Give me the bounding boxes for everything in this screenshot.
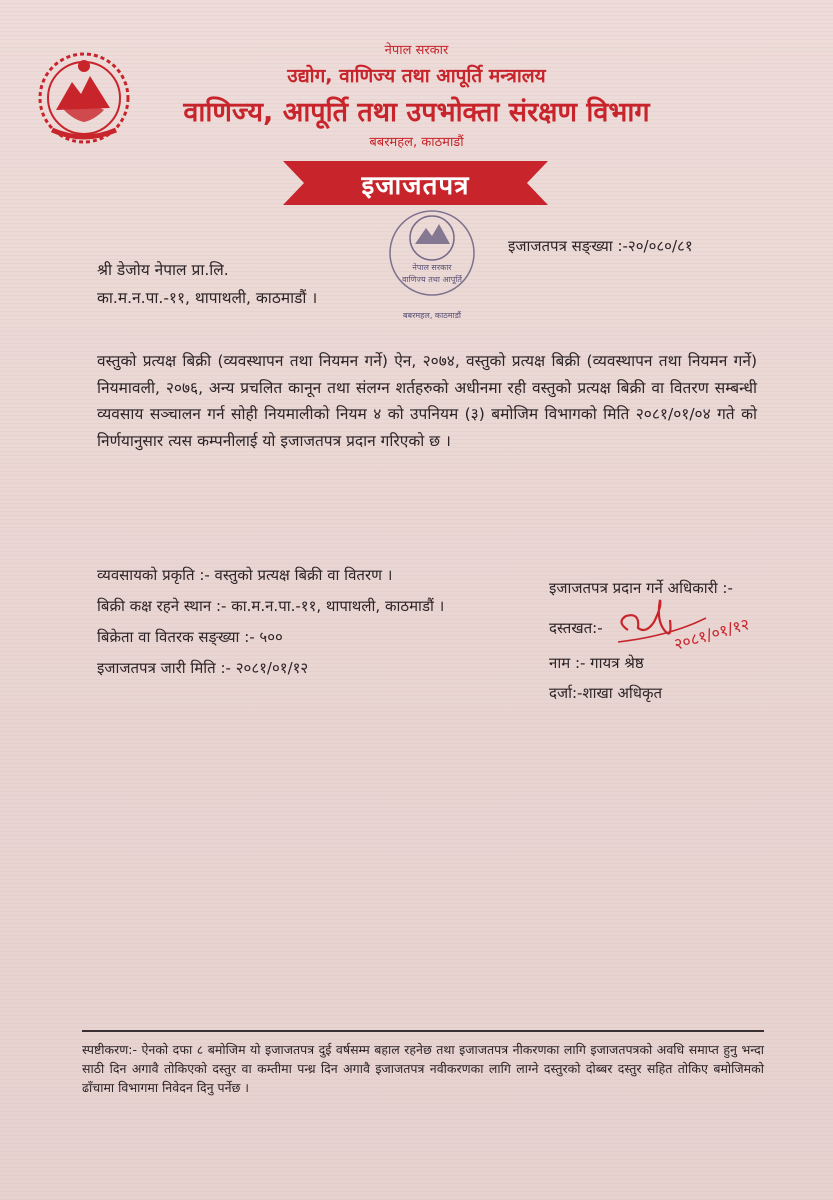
svg-text:नेपाल सरकार: नेपाल सरकार [412, 263, 452, 272]
license-details [97, 560, 444, 684]
department-address: बबरमहल, काठमाडौं [369, 135, 464, 150]
business-nature: व्यवसायको प्रकृति :- वस्तुको प्रत्यक्ष बिक्री वा वितरण । [97, 566, 393, 584]
official-seal-stamp [360, 208, 505, 328]
license-body-paragraph: वस्तुको प्रत्यक्ष बिक्री (व्यवस्थापन तथा नियमन गर्ने) ऐन, २०७४, वस्तुको प्रत्यक्ष बिक्री (व्यवस्थापन तथा नियमन गर्ने) नियमावली, २०७६, अन्य प्रचलित कानून तथा संलग्न शर्तहरुको अधीनमा रही वस्तुको प्रत्यक्ष बिक्री वा वितरण सम्बन्धी व्यवसाय सञ्चालन गर्न सोही नियमालीको नियम ४ को उपनियम (३) बमोजिम विभागको मिति २०८१/०१/०४ गते को निर्णयानुसार त्यस कम्पनीलाई यो इजाजतपत्र प्रदान गरिएको छ । [97, 352, 757, 450]
license-number: इजाजतपत्र सङ्ख्या :-२०/०८०/८१ [508, 237, 693, 255]
recipient-name: श्री डेजोय नेपाल प्रा.लि. [97, 261, 229, 279]
ministry-name: उद्योग, वाणिज्य तथा आपूर्ति मन्त्रालय [287, 65, 546, 87]
department-name: वाणिज्य, आपूर्ति तथा उपभोक्ता संरक्षण विभाग [183, 97, 650, 128]
gov-name: नेपाल सरकार [384, 43, 449, 58]
issue-date: इजाजतपत्र जारी मिति :- २०८१/०१/१२ [97, 659, 309, 677]
sales-location: बिक्री कक्ष रहने स्थान :- का.म.न.पा.-११, थापाथली, काठमाडौं । [97, 597, 445, 615]
clarification-note: स्पष्टीकरण:- ऐनको दफा ८ बमोजिम यो इजाजतपत्र दुई वर्षसम्म बहाल रहनेछ तथा इजाजतपत्र नीकरणका लागि इजाजतपत्रको अवधि समाप्त हुनु भन्दा साठी दिन अगावै तोकिएको दस्तुर वा कम्तीमा पन्ध्र दिन अगावै इजाजतपत्र नवीकरणका लागि लाग्ने दस्तुरको दोब्बर दस्तुर सहित तोकिए बमोजिमको ढाँचामा विभागमा निवेदन दिनु पर्नेछ । [82, 1042, 764, 1095]
handwritten-signature [610, 592, 800, 662]
authority-rank: दर्जा:-शाखा अधिकृत [549, 684, 663, 702]
svg-text:वाणिज्य तथा आपूर्ति: वाणिज्य तथा आपूर्ति [402, 275, 462, 284]
signature-label: दस्तखत:- [549, 619, 603, 637]
svg-text:२०८१/०१/१२: २०८१/०१/१२ [671, 614, 752, 654]
note-divider [82, 1030, 764, 1032]
authority-name: नाम :- गायत्र श्रेष्ठ [549, 654, 644, 672]
authority-heading: इजाजतपत्र प्रदान गर्ने अधिकारी :- [549, 579, 733, 597]
document-title: इजाजतपत्र [361, 171, 470, 201]
distributor-count: बिक्रेता वा वितरक सङ्ख्या :- ५०० [97, 628, 283, 646]
recipient-address: का.म.न.पा.-११, थापाथली, काठमाडौं । [97, 289, 318, 307]
svg-text:बबरमहल, काठमाडौं: बबरमहल, काठमाडौं [402, 311, 462, 320]
